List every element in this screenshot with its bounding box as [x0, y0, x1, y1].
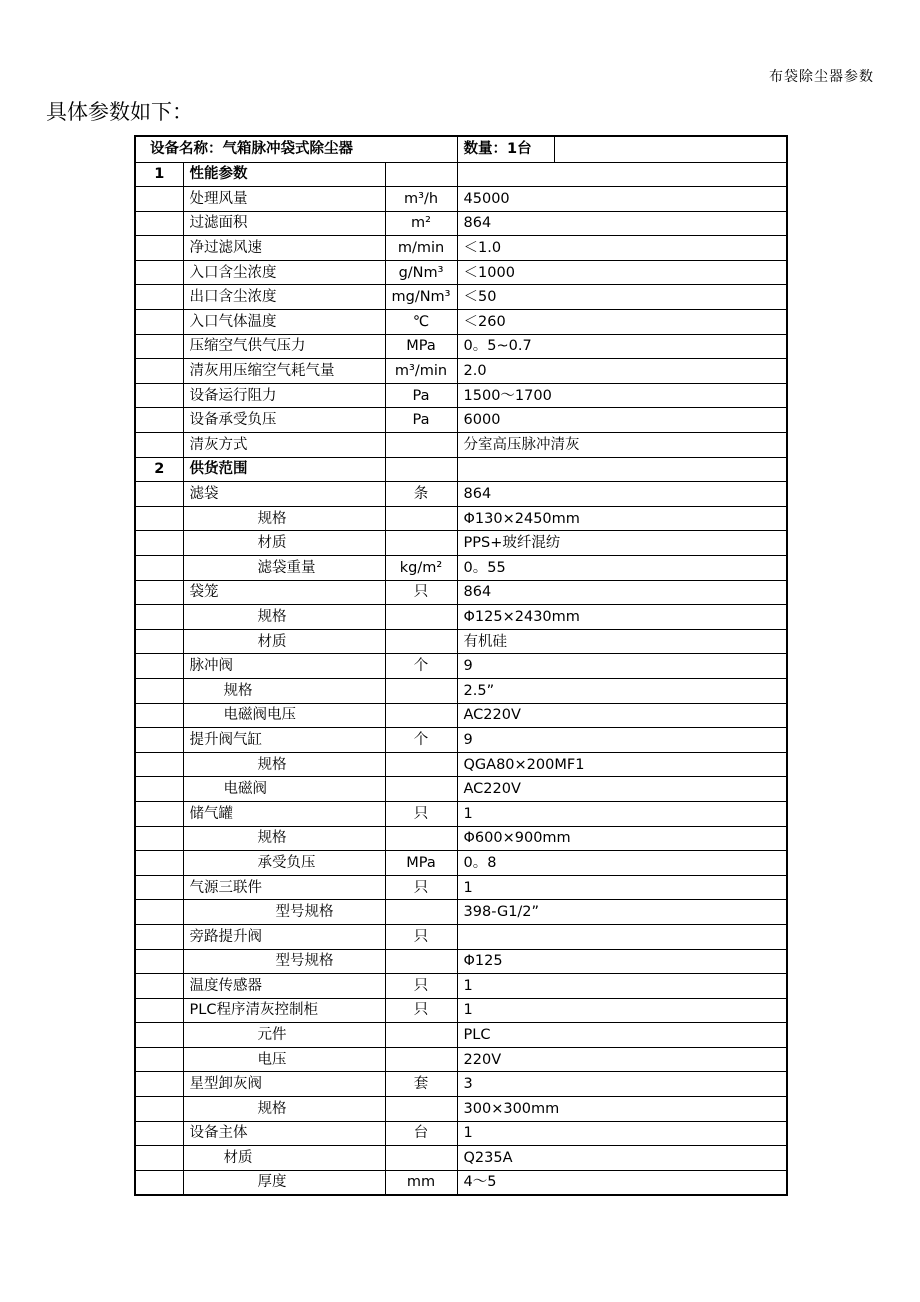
- item-value: ＜1.0: [457, 236, 787, 261]
- item-name: 脉冲阀: [183, 654, 385, 679]
- item-value: Φ600×900mm: [457, 826, 787, 851]
- item-value: 9: [457, 728, 787, 753]
- row-number-cell: [135, 1097, 183, 1122]
- item-unit: [385, 826, 457, 851]
- item-value: Φ130×2450mm: [457, 506, 787, 531]
- table-row: [135, 1146, 787, 1171]
- item-value: 2.0: [457, 359, 787, 384]
- table-row: [135, 1121, 787, 1146]
- item-name: 元件: [183, 1023, 385, 1048]
- item-name: 过滤面积: [183, 211, 385, 236]
- item-unit: 个: [385, 728, 457, 753]
- table-row: [135, 826, 787, 851]
- table-row: [135, 383, 787, 408]
- spec-table: [134, 135, 788, 1196]
- table-row: [135, 900, 787, 925]
- section-number: 2: [135, 457, 183, 482]
- item-unit: [385, 949, 457, 974]
- section-number: 1: [135, 162, 183, 187]
- item-name: 材质: [183, 531, 385, 556]
- row-number-cell: [135, 1146, 183, 1171]
- item-unit: 条: [385, 482, 457, 507]
- item-unit: 个: [385, 654, 457, 679]
- item-unit: m/min: [385, 236, 457, 261]
- table-row: [135, 752, 787, 777]
- item-value: 1: [457, 875, 787, 900]
- row-number-cell: [135, 728, 183, 753]
- row-number-cell: [135, 580, 183, 605]
- item-name: 处理风量: [183, 187, 385, 212]
- item-unit: m³/h: [385, 187, 457, 212]
- table-row: [135, 678, 787, 703]
- item-unit: [385, 1097, 457, 1122]
- row-number-cell: [135, 654, 183, 679]
- item-value: [457, 924, 787, 949]
- item-name: PLC程序清灰控制柜: [183, 998, 385, 1023]
- section-title: 性能参数: [183, 162, 385, 187]
- row-number-cell: [135, 334, 183, 359]
- item-name: 出口含尘浓度: [183, 285, 385, 310]
- row-number-cell: [135, 285, 183, 310]
- intro-text: 具体参数如下：: [46, 100, 193, 124]
- table-row: [135, 236, 787, 261]
- item-unit: kg/m²: [385, 556, 457, 581]
- row-number-cell: [135, 752, 183, 777]
- item-unit: [385, 605, 457, 630]
- header-empty-cell: [554, 136, 787, 162]
- item-name: 入口气体温度: [183, 310, 385, 335]
- row-number-cell: [135, 531, 183, 556]
- table-row: [135, 211, 787, 236]
- item-unit: mm: [385, 1170, 457, 1195]
- item-value: 398-G1/2”: [457, 900, 787, 925]
- item-name: 材质: [183, 629, 385, 654]
- item-unit: 只: [385, 875, 457, 900]
- row-number-cell: [135, 974, 183, 999]
- item-unit: [385, 1023, 457, 1048]
- item-name: 规格: [183, 605, 385, 630]
- item-unit: 只: [385, 998, 457, 1023]
- table-row: [135, 285, 787, 310]
- item-value: 4～5: [457, 1170, 787, 1195]
- table-row: [135, 556, 787, 581]
- table-row: [135, 1047, 787, 1072]
- row-number-cell: [135, 1072, 183, 1097]
- section-value-cell: [457, 457, 787, 482]
- item-value: 3: [457, 1072, 787, 1097]
- table-row: [135, 629, 787, 654]
- item-name: 规格: [183, 826, 385, 851]
- item-unit: 只: [385, 580, 457, 605]
- item-value: 220V: [457, 1047, 787, 1072]
- item-value: PLC: [457, 1023, 787, 1048]
- item-value: 有机硅: [457, 629, 787, 654]
- item-name: 入口含尘浓度: [183, 260, 385, 285]
- row-number-cell: [135, 1121, 183, 1146]
- item-name: 设备主体: [183, 1121, 385, 1146]
- item-unit: [385, 506, 457, 531]
- row-number-cell: [135, 605, 183, 630]
- item-unit: ℃: [385, 310, 457, 335]
- item-value: 9: [457, 654, 787, 679]
- item-unit: 只: [385, 924, 457, 949]
- item-unit: Pa: [385, 383, 457, 408]
- item-value: 2.5”: [457, 678, 787, 703]
- row-number-cell: [135, 924, 183, 949]
- item-name: 规格: [183, 506, 385, 531]
- table-row: [135, 801, 787, 826]
- table-row: [135, 1023, 787, 1048]
- table-row: [135, 728, 787, 753]
- row-number-cell: [135, 433, 183, 458]
- item-value: 分室高压脉冲清灰: [457, 433, 787, 458]
- item-name: 清灰用压缩空气耗气量: [183, 359, 385, 384]
- item-value: AC220V: [457, 703, 787, 728]
- row-number-cell: [135, 998, 183, 1023]
- item-unit: Pa: [385, 408, 457, 433]
- item-name: 厚度: [183, 1170, 385, 1195]
- item-value: 0。5~0.7: [457, 334, 787, 359]
- table-row: [135, 875, 787, 900]
- item-unit: MPa: [385, 851, 457, 876]
- item-name: 袋笼: [183, 580, 385, 605]
- item-unit: [385, 433, 457, 458]
- item-value: ＜1000: [457, 260, 787, 285]
- row-number-cell: [135, 482, 183, 507]
- row-number-cell: [135, 949, 183, 974]
- item-value: 1: [457, 801, 787, 826]
- item-name: 电压: [183, 1047, 385, 1072]
- table-row: [135, 260, 787, 285]
- table-row: [135, 531, 787, 556]
- row-number-cell: [135, 851, 183, 876]
- item-name: 净过滤风速: [183, 236, 385, 261]
- item-name: 温度传感器: [183, 974, 385, 999]
- item-unit: [385, 531, 457, 556]
- item-value: 0。8: [457, 851, 787, 876]
- item-unit: 只: [385, 801, 457, 826]
- row-number-cell: [135, 359, 183, 384]
- item-value: 864: [457, 580, 787, 605]
- item-value: Q235A: [457, 1146, 787, 1171]
- table-row: [135, 605, 787, 630]
- item-value: AC220V: [457, 777, 787, 802]
- row-number-cell: [135, 187, 183, 212]
- item-name: 旁路提升阀: [183, 924, 385, 949]
- row-number-cell: [135, 801, 183, 826]
- section-title: 供货范围: [183, 457, 385, 482]
- row-number-cell: [135, 678, 183, 703]
- item-value: 0。55: [457, 556, 787, 581]
- item-name: 星型卸灰阀: [183, 1072, 385, 1097]
- row-number-cell: [135, 703, 183, 728]
- row-number-cell: [135, 211, 183, 236]
- item-value: 6000: [457, 408, 787, 433]
- item-unit: mg/Nm³: [385, 285, 457, 310]
- item-value: 1: [457, 998, 787, 1023]
- row-number-cell: [135, 236, 183, 261]
- table-row: [135, 433, 787, 458]
- section-row: [135, 457, 787, 482]
- table-header-row: [135, 136, 787, 162]
- item-name: 滤袋: [183, 482, 385, 507]
- item-value: PPS+玻纤混纺: [457, 531, 787, 556]
- item-value: 864: [457, 211, 787, 236]
- table-row: [135, 1097, 787, 1122]
- section-unit-cell: [385, 162, 457, 187]
- item-name: 设备运行阻力: [183, 383, 385, 408]
- item-name: 型号规格: [183, 900, 385, 925]
- table-row: [135, 310, 787, 335]
- item-value: 45000: [457, 187, 787, 212]
- item-name: 设备承受负压: [183, 408, 385, 433]
- page-header-title: 布袋除尘器参数: [769, 69, 874, 85]
- table-row: [135, 998, 787, 1023]
- item-value: 864: [457, 482, 787, 507]
- item-unit: 只: [385, 974, 457, 999]
- table-row: [135, 703, 787, 728]
- table-row: [135, 408, 787, 433]
- item-name: 材质: [183, 1146, 385, 1171]
- row-number-cell: [135, 826, 183, 851]
- item-name: 规格: [183, 1097, 385, 1122]
- item-unit: [385, 703, 457, 728]
- item-value: 1500～1700: [457, 383, 787, 408]
- row-number-cell: [135, 383, 183, 408]
- table-row: [135, 1072, 787, 1097]
- table-row: [135, 506, 787, 531]
- row-number-cell: [135, 1047, 183, 1072]
- item-name: 电磁阀电压: [183, 703, 385, 728]
- table-row: [135, 580, 787, 605]
- item-name: 清灰方式: [183, 433, 385, 458]
- section-row: [135, 162, 787, 187]
- device-name-label: 设备名称：气箱脉冲袋式除尘器: [135, 136, 457, 162]
- row-number-cell: [135, 1023, 183, 1048]
- item-value: ＜260: [457, 310, 787, 335]
- row-number-cell: [135, 1170, 183, 1195]
- item-name: 规格: [183, 678, 385, 703]
- table-row: [135, 777, 787, 802]
- row-number-cell: [135, 506, 183, 531]
- table-row: [135, 851, 787, 876]
- row-number-cell: [135, 556, 183, 581]
- table-row: [135, 482, 787, 507]
- item-unit: MPa: [385, 334, 457, 359]
- item-unit: [385, 1146, 457, 1171]
- section-value-cell: [457, 162, 787, 187]
- row-number-cell: [135, 900, 183, 925]
- row-number-cell: [135, 310, 183, 335]
- item-name: 型号规格: [183, 949, 385, 974]
- item-name: 气源三联件: [183, 875, 385, 900]
- item-name: 滤袋重量: [183, 556, 385, 581]
- quantity-label: 数量：1台: [457, 136, 554, 162]
- item-value: 300×300mm: [457, 1097, 787, 1122]
- item-name: 压缩空气供气压力: [183, 334, 385, 359]
- row-number-cell: [135, 408, 183, 433]
- item-name: 规格: [183, 752, 385, 777]
- item-unit: 套: [385, 1072, 457, 1097]
- item-name: 储气罐: [183, 801, 385, 826]
- table-row: [135, 187, 787, 212]
- item-unit: [385, 777, 457, 802]
- table-row: [135, 924, 787, 949]
- item-unit: [385, 900, 457, 925]
- item-value: ＜50: [457, 285, 787, 310]
- item-unit: m²: [385, 211, 457, 236]
- row-number-cell: [135, 777, 183, 802]
- table-row: [135, 334, 787, 359]
- item-name: 提升阀气缸: [183, 728, 385, 753]
- table-row: [135, 359, 787, 384]
- item-value: Φ125×2430mm: [457, 605, 787, 630]
- table-row: [135, 974, 787, 999]
- item-value: Φ125: [457, 949, 787, 974]
- item-unit: 台: [385, 1121, 457, 1146]
- row-number-cell: [135, 629, 183, 654]
- spec-table-body: [135, 136, 787, 1195]
- item-value: QGA80×200MF1: [457, 752, 787, 777]
- item-value: 1: [457, 974, 787, 999]
- table-row: [135, 1170, 787, 1195]
- item-name: 电磁阀: [183, 777, 385, 802]
- item-unit: m³/min: [385, 359, 457, 384]
- row-number-cell: [135, 875, 183, 900]
- item-name: 承受负压: [183, 851, 385, 876]
- row-number-cell: [135, 260, 183, 285]
- item-unit: [385, 1047, 457, 1072]
- item-unit: [385, 678, 457, 703]
- item-unit: [385, 629, 457, 654]
- item-value: 1: [457, 1121, 787, 1146]
- item-unit: g/Nm³: [385, 260, 457, 285]
- table-row: [135, 949, 787, 974]
- item-unit: [385, 752, 457, 777]
- table-row: [135, 654, 787, 679]
- section-unit-cell: [385, 457, 457, 482]
